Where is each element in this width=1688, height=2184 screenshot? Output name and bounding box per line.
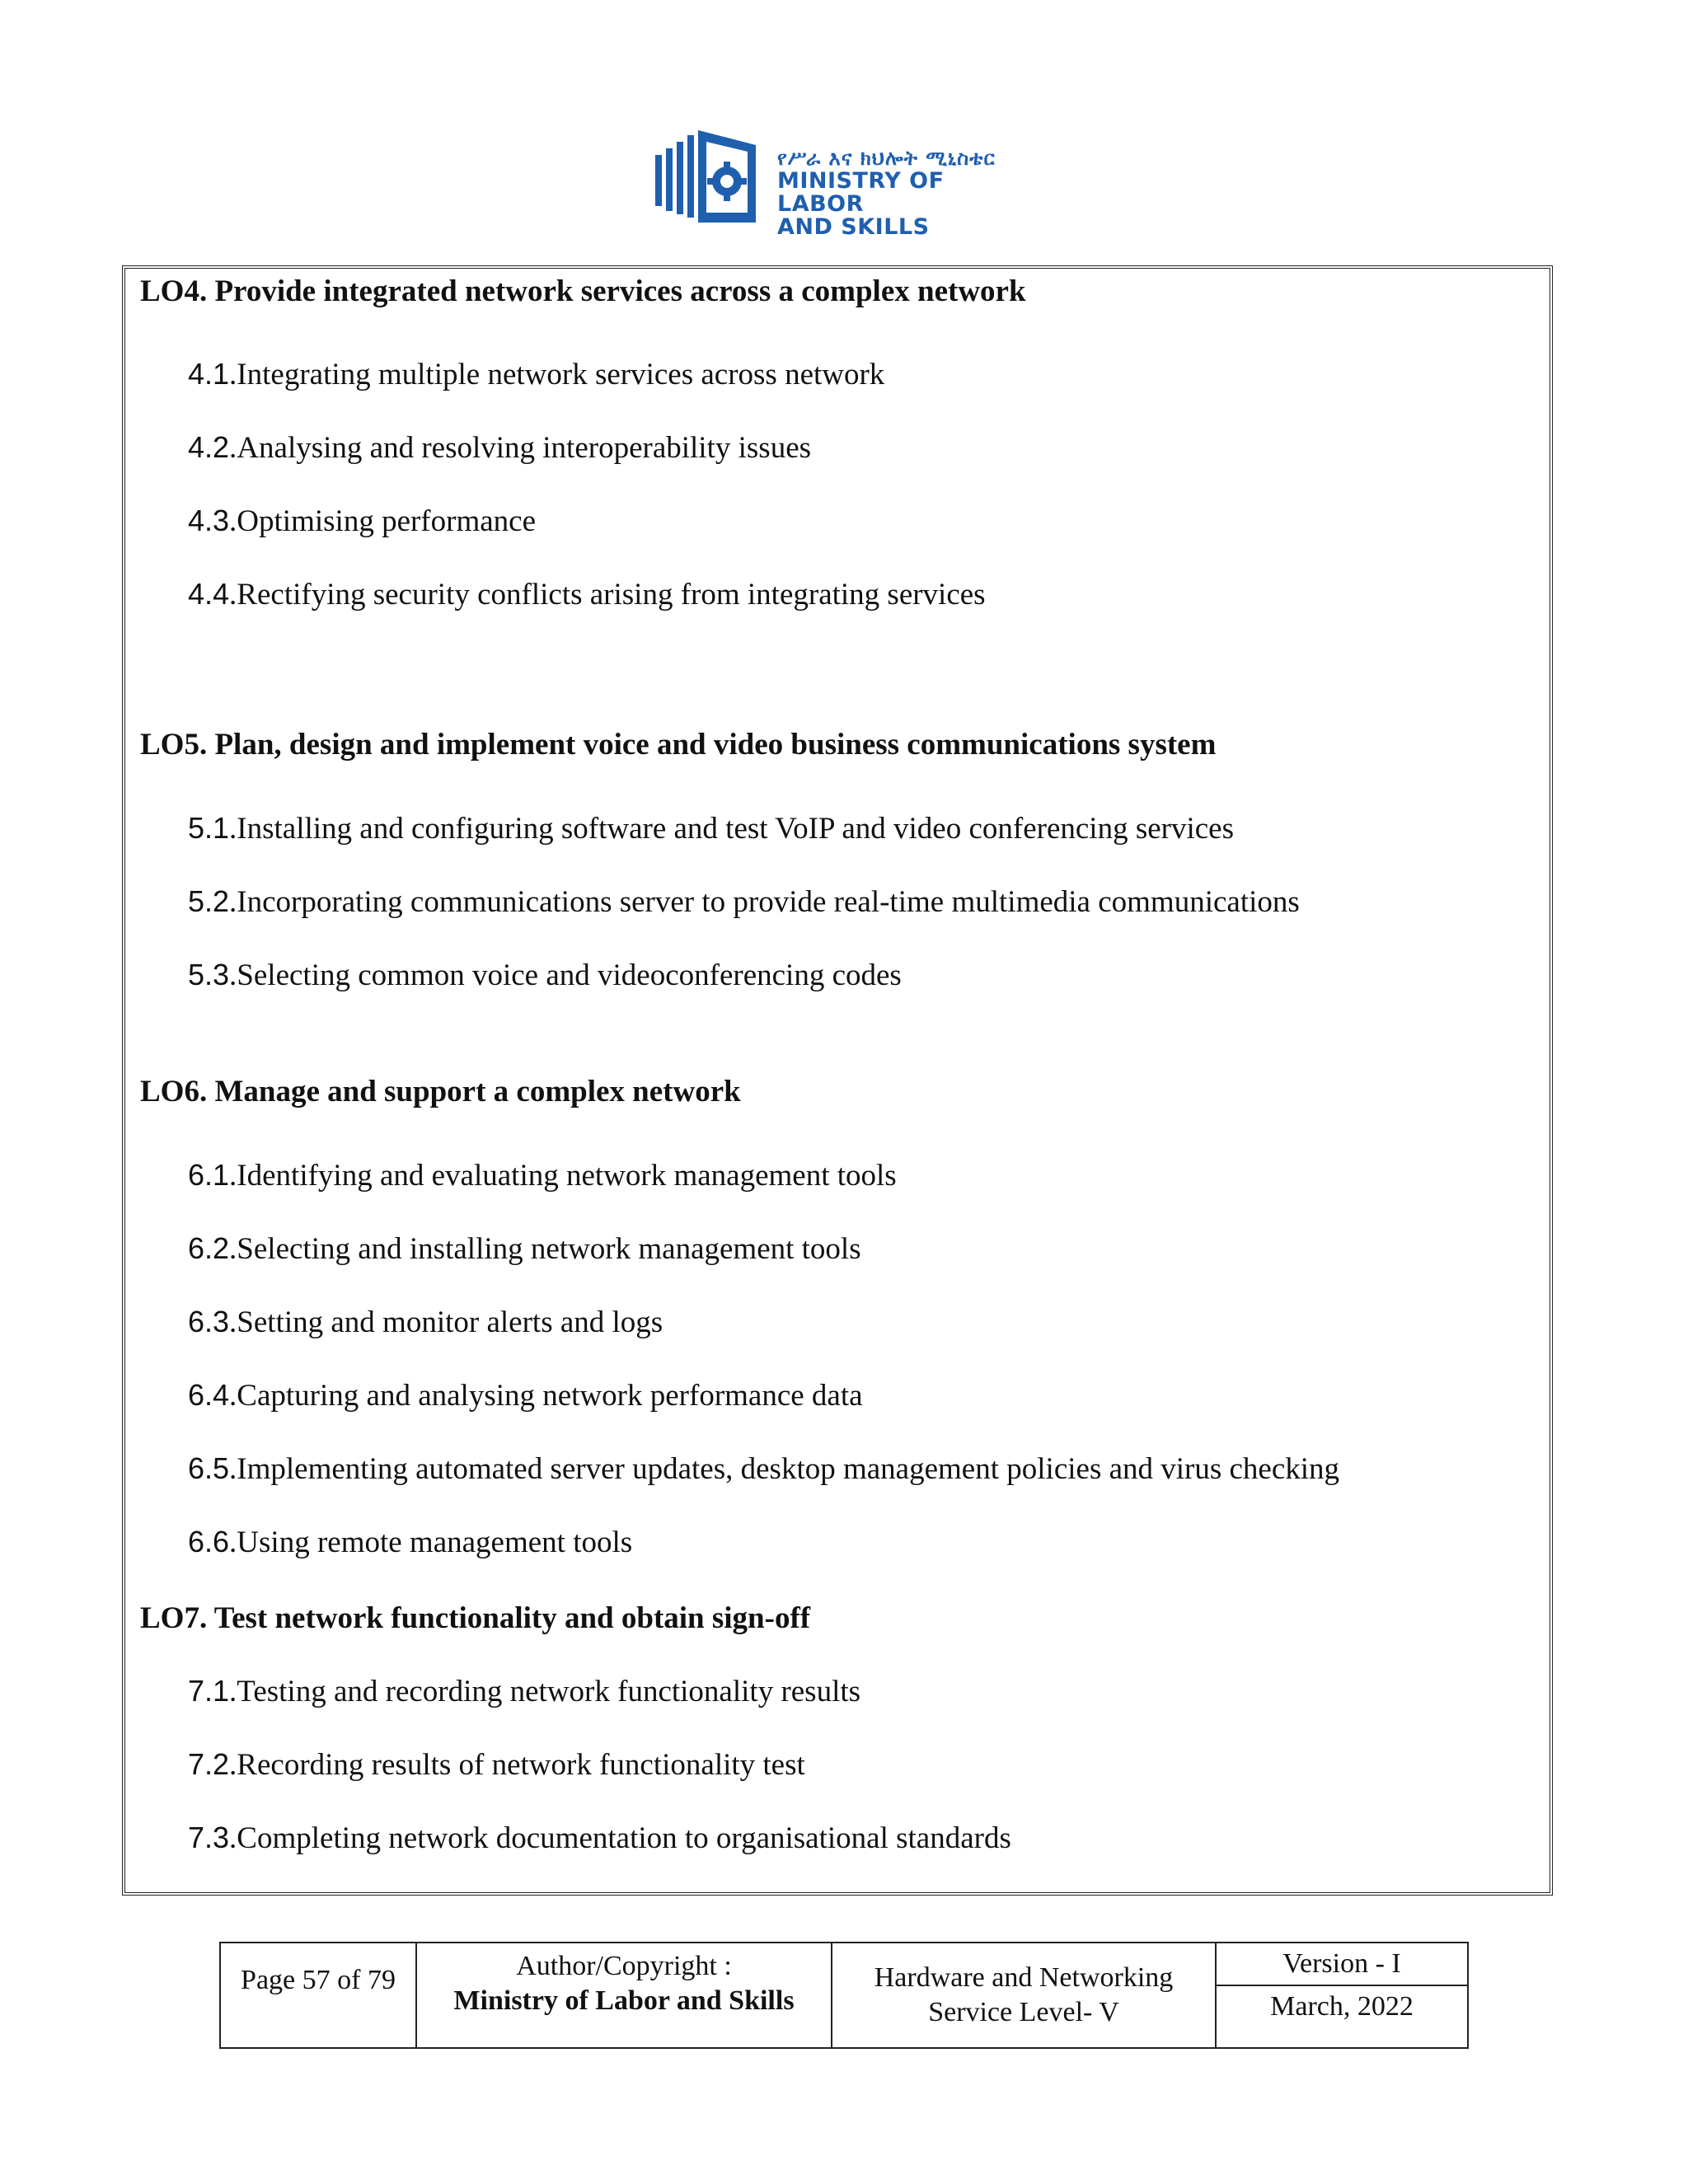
list-item [188,810,1234,847]
item-text: .Selecting and installing network management tools [229,1232,861,1266]
ministry-logo [655,130,1034,240]
list-item [188,356,884,393]
item-text: .Optimising performance [229,504,536,538]
item-number: 4.1 [188,357,230,391]
course-title: Hardware and Networking [874,1962,1174,1993]
footer-author-cell [417,1943,832,2047]
item-text: .Implementing automated server updates, desktop management policies and virus checking [229,1452,1340,1486]
list-item [188,1673,860,1710]
item-number: 6.5 [188,1451,230,1485]
list-item [188,1230,861,1268]
item-text: .Rectifying security conflicts arising from integrating services [229,578,986,612]
list-item [188,1157,897,1194]
list-item [188,1451,1339,1488]
item-number: 5.3 [188,958,230,991]
item-number: 5.2 [188,884,230,918]
lo5-heading: LO5. Plan, design and implement voice and video business communications system [140,728,1217,762]
ministry-emblem-icon [655,130,771,225]
item-number: 6.4 [188,1378,230,1412]
item-text: .Installing and configuring software and test VoIP and video conferencing services [229,812,1235,846]
item-number: 7.1 [188,1674,230,1708]
list-item [188,1820,1011,1857]
logo-amharic: የሥራ እና ክህሎት ሚኒስቴር [777,147,996,170]
item-text: .Capturing and analysing network performance data [229,1379,863,1413]
item-text: .Identifying and evaluating network management tools [229,1159,897,1193]
lo6-heading: LO6. Manage and support a complex network [140,1075,741,1108]
item-text: .Recording results of network functionality test [229,1748,805,1782]
item-number: 5.1 [188,811,230,845]
item-number: 4.2 [188,430,230,464]
item-number: 7.2 [188,1747,230,1781]
footer-page-cell [221,1943,417,2047]
lo4-heading: LO4. Provide integrated network services across a complex network [140,274,1026,308]
logo-line-2: AND SKILLS [777,214,930,240]
list-item [188,957,902,994]
item-text: .Selecting common voice and videoconferencing codes [229,958,902,992]
date-text: March, 2022 [1270,1991,1414,2022]
author-label: Author/Copyright : [516,1951,732,1981]
item-number: 6.2 [188,1231,230,1265]
logo-text [777,147,1034,239]
logo-line-1: MINISTRY OF LABOR [777,168,945,217]
list-item [188,576,986,613]
list-item [188,1746,805,1783]
item-number: 6.1 [188,1158,230,1192]
footer-version-cell [1217,1943,1467,2047]
item-number: 4.3 [188,504,230,537]
list-item [188,1377,863,1414]
list-item [188,1524,632,1561]
item-text: .Testing and recording network functionality results [229,1675,861,1708]
item-number: 7.3 [188,1821,230,1854]
item-text: .Completing network documentation to organisational standards [229,1821,1011,1855]
item-number: 6.3 [188,1305,230,1338]
author-name: Ministry of Labor and Skills [453,1985,795,2016]
item-text: .Incorporating communications server to provide real-time multimedia communications [229,885,1300,919]
page-footer [219,1942,1469,2049]
lo7-heading: LO7. Test network functionality and obtain sign-off [140,1601,811,1635]
list-item [188,883,1300,921]
footer-course-cell [832,1943,1217,2047]
item-text: .Setting and monitor alerts and logs [229,1305,663,1339]
item-text: .Analysing and resolving interoperability issues [229,431,812,465]
list-item [188,429,811,466]
list-item [188,1304,663,1341]
item-text: .Integrating multiple network services across network [229,358,885,391]
item-number: 4.4 [188,577,230,611]
course-level: Service Level- V [928,1997,1119,2027]
version-text: Version - I [1217,1943,1467,1986]
list-item [188,503,536,540]
item-text: .Using remote management tools [229,1526,633,1559]
item-number: 6.6 [188,1525,230,1558]
page-number: Page 57 of 79 [241,1965,396,1995]
